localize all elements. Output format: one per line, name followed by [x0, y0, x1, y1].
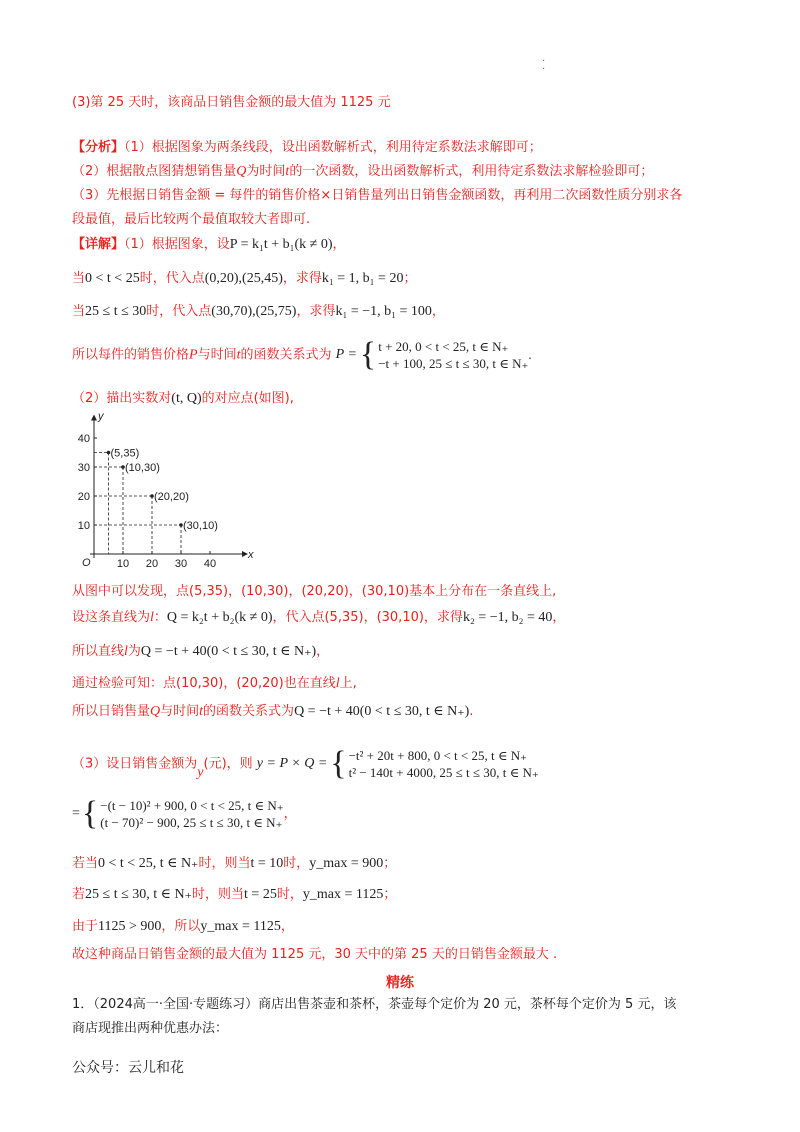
detail-line-6: 从图中可以发现，点(5,35)，(10,30)，(20,20)，(30,10)基本上分布在一条直线上,	[72, 584, 557, 599]
x-tick-label: 30	[174, 558, 188, 570]
detail-line-14: 若25 ≤ t ≤ 30, t ∈ N₊时，则当t = 25时，y_max = 1125；	[72, 887, 397, 902]
data-point-label: (30,10)	[183, 520, 218, 532]
revenue-piecewise: y = P × Q = { −t² + 20t + 800, 0 < t < 25, t ∈ N₊ t² − 140t + 4000, 25 ≤ t ≤ 30, t ∈ N₊	[256, 745, 539, 782]
y-tick-label: 20	[77, 491, 90, 503]
y-tick-label: 40	[77, 433, 90, 445]
analysis-line-2: （2）根据散点图猜想销售量Q为时间t的一次函数，设出函数解析式，利用待定系数法求解检验即可；	[72, 164, 654, 179]
x-axis-label: x	[248, 549, 254, 561]
detail-line-4: 所以每件的销售价格P与时间t的函数关系式为 P = { t + 20, 0 < t < 25, t ∈ N₊ −t + 100, 25 ≤ t ≤ 30, t ∈ N₊ .	[72, 336, 532, 373]
detail-line-1: 【详解】（1）根据图象，设P = k₁t + b₁(k ≠ 0)，	[72, 237, 346, 252]
detail-line-15: 由于1125 > 900，所以y_max = 1125，	[72, 919, 294, 934]
detail-line-12: = { −(t − 10)² + 900, 0 < t < 25, t ∈ N₊ (t − 70)² − 900, 25 ≤ t ≤ 30, t ∈ N₊ ，	[72, 795, 297, 832]
exercise-line-2: 商店现推出两种优惠办法：	[72, 1021, 229, 1036]
detail-line-5: （2）描出实数对(t, Q)的对应点(如图),	[72, 391, 294, 406]
revenue-vertex-piecewise: = { −(t − 10)² + 900, 0 < t < 25, t ∈ N₊ (t − 70)² − 900, 25 ≤ t ≤ 30, t ∈ N₊	[72, 795, 284, 832]
detail-line-11: （3）设日销售金额为y(元)，则 y = P × Q = { −t² + 20t + 800, 0 < t < 25, t ∈ N₊ t² − 140t + 4000, 25 ≤ t ≤ 30, t ∈ N₊	[72, 745, 539, 782]
detail-line-8: 所以直线l为Q = −t + 40(0 < t ≤ 30, t ∈ N₊)，	[72, 644, 330, 659]
data-point-label: (5,35)	[110, 447, 140, 460]
detail-line-10: 所以日销售量Q与时间t的函数关系式为Q = −t + 40(0 < t ≤ 30, t ∈ N₊).	[72, 704, 474, 719]
analysis-line-3: （3）先根据日销售金额 = 每件的销售价格×日销售量列出日销售金额函数，再利用二次函数性质分别求各	[72, 188, 683, 203]
origin-label: O	[82, 557, 91, 569]
analysis-line-1: 【分析】（1）根据图象为两条线段，设出函数解析式，利用待定系数法求解即可；	[72, 140, 542, 155]
scatter-chart	[72, 410, 254, 570]
detail-line-9: 通过检验可知：点(10,30)，(20,20)也在直线l上,	[72, 676, 357, 691]
x-tick-label: 10	[116, 558, 130, 570]
part3-answer: (3)第 25 天时，该商品日销售金额的最大值为 1125 元	[72, 95, 391, 110]
section-title: 精练	[386, 975, 414, 991]
y-tick-label: 10	[77, 520, 90, 532]
y-tick-label: 30	[77, 462, 90, 474]
x-tick-label: 20	[145, 558, 159, 570]
analysis-line-4: 段最值，最后比较两个最值取较大者即可.	[72, 212, 311, 227]
x-tick-label: 40	[203, 558, 217, 570]
detail-line-3: 当25 ≤ t ≤ 30时，代入点(30,70),(25,75)，求得k₁ = −1, b₁ = 100，	[72, 304, 445, 319]
corner-marks: · ·	[542, 56, 546, 75]
detail-line-7: 设这条直线为l：Q = k₂t + b₂(k ≠ 0)，代入点(5,35)，(30,10)，求得k₂ = −1, b₂ = 40，	[72, 610, 566, 625]
exercise-line-1: 1．（2024高一·全国·专题练习）商店出售茶壶和茶杯，茶壶每个定价为 20 元，茶杯每个定价为 5 元，该	[72, 997, 677, 1012]
analysis-label: 【分析】	[72, 140, 125, 155]
detail-line-2: 当0 < t < 25时，代入点(0,20),(25,45)，求得k₁ = 1, b₁ = 20；	[72, 271, 417, 286]
y-axis-label: y	[98, 410, 104, 423]
price-piecewise: P = { t + 20, 0 < t < 25, t ∈ N₊ −t + 100, 25 ≤ t ≤ 30, t ∈ N₊ .	[335, 336, 532, 373]
data-point-label: (20,20)	[154, 491, 189, 503]
data-point-label: (10,30)	[125, 462, 160, 474]
detail-label: 【详解】	[72, 237, 125, 252]
footer-wechat: 公众号：云儿和花	[72, 1060, 184, 1076]
detail-conclusion: 故这种商品日销售金额的最大值为 1125 元，30 天中的第 25 天的日销售金额最大 .	[72, 947, 558, 962]
detail-line-13: 若当0 < t < 25, t ∈ N₊时，则当t = 10时，y_max = 900；	[72, 856, 397, 871]
